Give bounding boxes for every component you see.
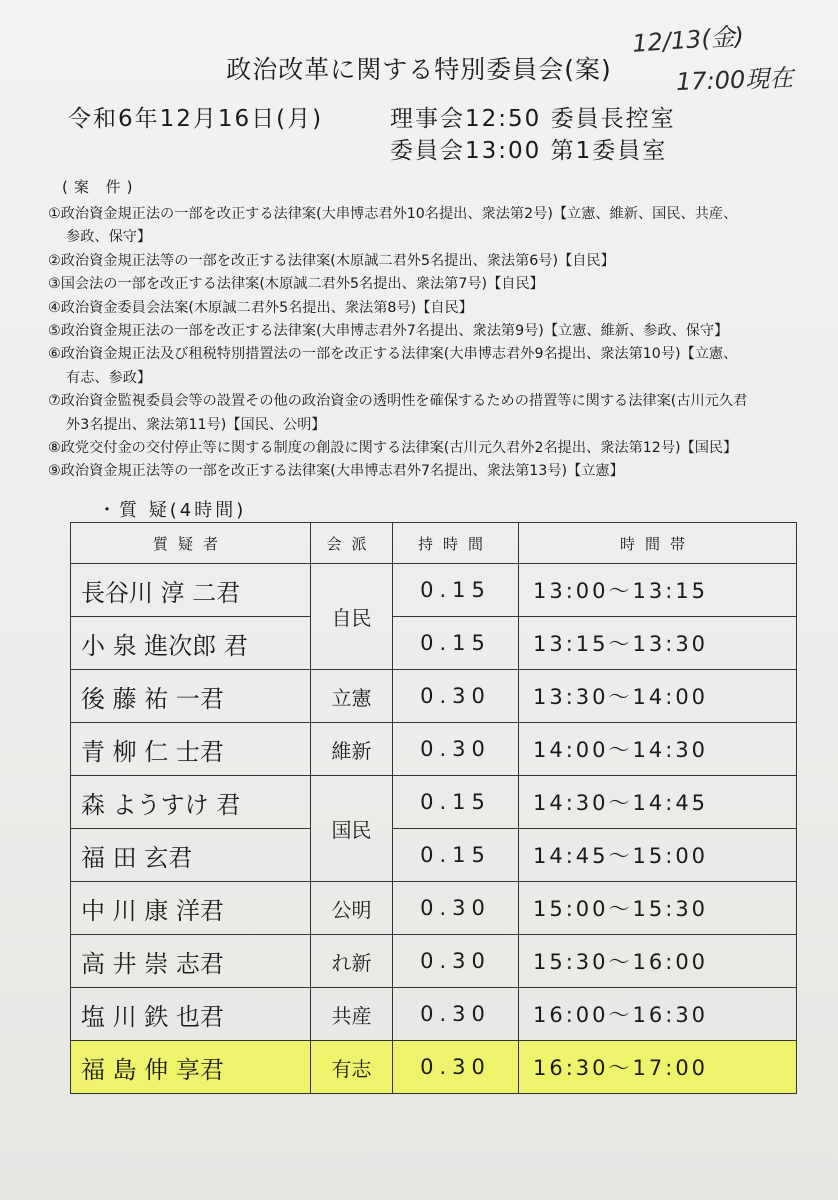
header-duration: 持時間 xyxy=(393,523,519,564)
duration-cell: 0.30 xyxy=(393,988,519,1041)
header-time-slot: 時間帯 xyxy=(519,523,797,564)
handwritten-date: 12/13(金) xyxy=(631,22,745,58)
questioner-name: 塩 川 鉄 也君 xyxy=(71,988,311,1041)
time-slot-cell: 13:00〜13:15 xyxy=(519,564,797,617)
time-slot-cell: 16:00〜16:30 xyxy=(519,988,797,1041)
agenda-item: ②政治資金規正法等の一部を改正する法律案(木原誠二君外5名提出、衆法第6号)【自民】 xyxy=(48,252,615,269)
table-row xyxy=(71,776,797,829)
party-cell: 共産 xyxy=(311,988,393,1041)
agenda-item: ⑨政治資金規正法等の一部を改正する法律案(大串博志君外7名提出、衆法第13号)【立憲】 xyxy=(48,463,624,480)
handwritten-time: 17:00現在 xyxy=(675,63,794,97)
time-slot-cell: 15:00〜15:30 xyxy=(519,882,797,935)
duration-cell: 0.30 xyxy=(393,670,519,723)
table-row xyxy=(71,723,797,776)
party-cell: 自民 xyxy=(311,564,393,670)
party-cell: 立憲 xyxy=(311,670,393,723)
agenda-item-cont: 参政、保守】 xyxy=(66,229,152,246)
header-questioner: 質疑者 xyxy=(71,523,311,564)
time-slot-cell: 14:30〜14:45 xyxy=(519,776,797,829)
agenda-item: ⑧政党交付金の交付停止等に関する制度の創設に関する法律案(古川元久君外2名提出、衆法第12号)【国民】 xyxy=(48,440,738,457)
party-cell: 維新 xyxy=(311,723,393,776)
questioner-name: 高 井 崇 志君 xyxy=(71,935,311,988)
agenda-item: ①政治資金規正法の一部を改正する法律案(大串博志君外10名提出、衆法第2号)【立憲、維新、国民、共産、 xyxy=(48,206,738,222)
party-cell: 国民 xyxy=(311,776,393,882)
questioner-name: 長谷川 淳 二君 xyxy=(71,564,311,617)
duration-cell: 0.15 xyxy=(393,617,519,670)
questioner-name: 青 柳 仁 士君 xyxy=(71,723,311,776)
time-slot-cell: 14:00〜14:30 xyxy=(519,723,797,776)
table-row-highlighted xyxy=(71,1041,797,1094)
agenda-heading: (案 件) xyxy=(62,178,139,196)
agenda-item: ⑦政治資金監視委員会等の設置その他の政治資金の透明性を確保するための措置等に関する法律案(古川元久君 xyxy=(48,393,748,410)
qa-heading: ・質 疑(4時間) xyxy=(98,500,247,521)
duration-cell: 0.15 xyxy=(393,776,519,829)
duration-cell: 0.30 xyxy=(393,1041,519,1094)
questioner-name: 小 泉 進次郎 君 xyxy=(71,617,311,670)
party-cell: れ新 xyxy=(311,935,393,988)
time-slot-cell: 13:15〜13:30 xyxy=(519,617,797,670)
agenda-item-cont: 外3名提出、衆法第11号)【国民、公明】 xyxy=(66,416,326,433)
time-slot-cell: 13:30〜14:00 xyxy=(519,670,797,723)
table-row xyxy=(71,829,797,882)
questioner-name: 福 田 玄君 xyxy=(71,829,311,882)
party-cell: 公明 xyxy=(311,882,393,935)
agenda-item: ④政治資金委員会法案(木原誠二君外5名提出、衆法第8号)【自民】 xyxy=(48,299,473,316)
questioner-name: 森 ようすけ 君 xyxy=(71,776,311,829)
meeting-date: 令和6年12月16日(月) xyxy=(68,106,324,132)
iinkai-info: 委員会13:00 第1委員室 xyxy=(390,138,668,164)
agenda-item: ③国会法の一部を改正する法律案(木原誠二君外5名提出、衆法第7号)【自民】 xyxy=(48,276,544,293)
duration-cell: 0.15 xyxy=(393,829,519,882)
time-slot-cell: 15:30〜16:00 xyxy=(519,935,797,988)
table-row xyxy=(71,670,797,723)
rijikai-info: 理事会12:50 委員長控室 xyxy=(390,106,676,132)
questioner-name: 中 川 康 洋君 xyxy=(71,882,311,935)
table-row xyxy=(71,617,797,670)
duration-cell: 0.15 xyxy=(393,564,519,617)
duration-cell: 0.30 xyxy=(393,723,519,776)
agenda-item: ⑤政治資金規正法の一部を改正する法律案(大串博志君外7名提出、衆法第9号)【立憲、維新、参政、保守】 xyxy=(48,323,729,340)
agenda-item-cont: 有志、参政】 xyxy=(66,369,152,386)
header-party: 会派 xyxy=(311,523,393,564)
questioner-name: 福 島 伸 享君 xyxy=(71,1041,311,1094)
table-row xyxy=(71,988,797,1041)
questioner-name: 後 藤 祐 一君 xyxy=(71,670,311,723)
agenda-list xyxy=(48,203,818,484)
page-title: 政治改革に関する特別委員会(案) xyxy=(226,55,612,84)
duration-cell: 0.30 xyxy=(393,882,519,935)
time-slot-cell: 16:30〜17:00 xyxy=(519,1041,797,1094)
duration-cell: 0.30 xyxy=(393,935,519,988)
table-header-row xyxy=(71,523,797,564)
table-row xyxy=(71,564,797,617)
table-row xyxy=(71,935,797,988)
schedule-table xyxy=(70,522,797,1094)
time-slot-cell: 14:45〜15:00 xyxy=(519,829,797,882)
agenda-item: ⑥政治資金規正法及び租税特別措置法の一部を改正する法律案(大串博志君外9名提出、衆法第10号)【立憲、 xyxy=(48,346,738,363)
party-cell: 有志 xyxy=(311,1041,393,1094)
table-row xyxy=(71,882,797,935)
